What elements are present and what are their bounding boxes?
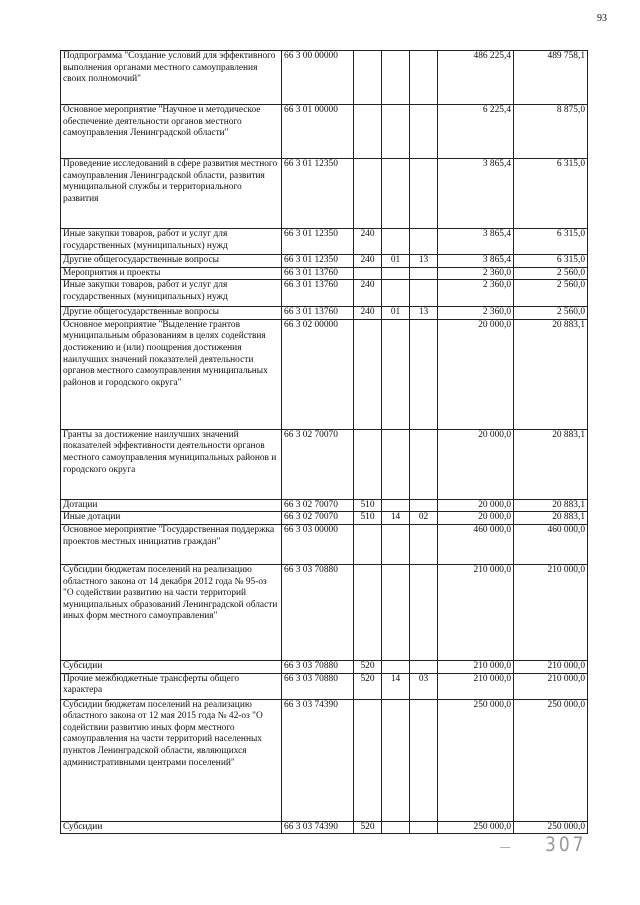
section: [382, 105, 410, 159]
item-name: Проведение исследований в сфере развития местного самоуправления Ленинградской области, развития муниципальной службы и территориального развития: [61, 159, 282, 229]
item-name: Другие общегосударственные вопросы: [61, 307, 282, 320]
target-code: 66 3 03 70880: [282, 564, 354, 660]
expense-type: [354, 564, 382, 660]
expense-type: [354, 267, 382, 280]
amount-year-1: 2 360,0: [438, 267, 514, 280]
section: [382, 51, 410, 105]
amount-year-1: 210 000,0: [438, 660, 514, 673]
item-name: Мероприятия и проекты: [61, 267, 282, 280]
amount-year-2: 2 560,0: [514, 280, 588, 307]
section: [382, 660, 410, 673]
item-name: Иные закупки товаров, работ и услуг для государственных (муниципальных) нужд: [61, 280, 282, 307]
subsection: 03: [410, 673, 438, 699]
subsection: [410, 51, 438, 105]
item-name: Иные дотации: [61, 512, 282, 525]
expense-type: [354, 159, 382, 229]
target-code: 66 3 01 00000: [282, 105, 354, 159]
table-row: [61, 307, 588, 320]
page-number: 93: [597, 13, 607, 24]
table-row: [61, 429, 588, 499]
subsection: [410, 105, 438, 159]
subsection: 02: [410, 512, 438, 525]
target-code: 66 3 02 00000: [282, 319, 354, 429]
table-row: [61, 319, 588, 429]
expense-type: [354, 105, 382, 159]
amount-year-2: 2 560,0: [514, 267, 588, 280]
subsection: [410, 429, 438, 499]
target-code: 66 3 01 12350: [282, 159, 354, 229]
amount-year-1: 3 865,4: [438, 255, 514, 268]
table-row: [61, 267, 588, 280]
budget-table: [60, 50, 588, 834]
amount-year-1: 20 000,0: [438, 319, 514, 429]
section: [382, 821, 410, 834]
expense-type: 520: [354, 673, 382, 699]
amount-year-1: 250 000,0: [438, 821, 514, 834]
section: 01: [382, 307, 410, 320]
target-code: 66 3 03 00000: [282, 524, 354, 564]
amount-year-2: 20 883,1: [514, 429, 588, 499]
table-row: [61, 105, 588, 159]
table-row: [61, 512, 588, 525]
table-row: [61, 660, 588, 673]
amount-year-2: 489 758,1: [514, 51, 588, 105]
expense-type: [354, 51, 382, 105]
amount-year-2: 20 883,1: [514, 512, 588, 525]
section: [382, 267, 410, 280]
item-name: Субсидии: [61, 660, 282, 673]
target-code: 66 3 02 70070: [282, 429, 354, 499]
item-name: Дотации: [61, 499, 282, 512]
amount-year-1: 460 000,0: [438, 524, 514, 564]
table-row: [61, 821, 588, 834]
item-name: Подпрограмма "Создание условий для эффективного выполнения органами местного самоуправления своих полномочий": [61, 51, 282, 105]
table-row: [61, 524, 588, 564]
section: 01: [382, 255, 410, 268]
expense-type: 520: [354, 821, 382, 834]
subsection: [410, 564, 438, 660]
item-name: Субсидии бюджетам поселений на реализацию областного закона от 14 декабря 2012 года № 95-оз "О содействии развитию на части территорий муниципальных образований Ленинградской области иных форм местного самоуправления": [61, 564, 282, 660]
amount-year-2: 6 315,0: [514, 255, 588, 268]
target-code: 66 3 01 12350: [282, 255, 354, 268]
page-stamp: 307: [545, 833, 587, 857]
amount-year-2: 210 000,0: [514, 673, 588, 699]
expense-type: 240: [354, 255, 382, 268]
amount-year-1: 486 225,4: [438, 51, 514, 105]
table-row: [61, 159, 588, 229]
amount-year-2: 250 000,0: [514, 821, 588, 834]
target-code: 66 3 03 70880: [282, 660, 354, 673]
section: [382, 524, 410, 564]
target-code: 66 3 01 12350: [282, 229, 354, 255]
item-name: Другие общегосударственные вопросы: [61, 255, 282, 268]
subsection: [410, 229, 438, 255]
amount-year-2: 2 560,0: [514, 307, 588, 320]
amount-year-1: 3 865,4: [438, 159, 514, 229]
table-row: [61, 499, 588, 512]
table-row: [61, 255, 588, 268]
target-code: 66 3 03 74390: [282, 821, 354, 834]
amount-year-2: 20 883,1: [514, 319, 588, 429]
expense-type: [354, 699, 382, 821]
target-code: 66 3 03 74390: [282, 699, 354, 821]
table-row: [61, 229, 588, 255]
table-row: [61, 699, 588, 821]
subsection: [410, 159, 438, 229]
section: [382, 499, 410, 512]
subsection: 13: [410, 307, 438, 320]
table-row: [61, 564, 588, 660]
amount-year-1: 2 360,0: [438, 307, 514, 320]
section: [382, 564, 410, 660]
amount-year-2: 210 000,0: [514, 660, 588, 673]
item-name: Основное мероприятие "Научное и методическое обеспечение деятельности органов местного самоуправления Ленинградской области": [61, 105, 282, 159]
expense-type: 240: [354, 229, 382, 255]
expense-type: 510: [354, 499, 382, 512]
amount-year-1: 20 000,0: [438, 499, 514, 512]
expense-type: 240: [354, 280, 382, 307]
section: [382, 229, 410, 255]
section: [382, 319, 410, 429]
table-row: [61, 51, 588, 105]
section: 14: [382, 673, 410, 699]
amount-year-2: 6 315,0: [514, 229, 588, 255]
target-code: 66 3 01 13760: [282, 280, 354, 307]
expense-type: [354, 524, 382, 564]
section: 14: [382, 512, 410, 525]
table-row: [61, 673, 588, 699]
amount-year-2: 460 000,0: [514, 524, 588, 564]
item-name: Основное мероприятие "Государственная поддержка проектов местных инициатив граждан": [61, 524, 282, 564]
subsection: [410, 267, 438, 280]
target-code: 66 3 03 70880: [282, 673, 354, 699]
amount-year-1: 6 225,4: [438, 105, 514, 159]
subsection: [410, 660, 438, 673]
expense-type: [354, 319, 382, 429]
amount-year-2: 250 000,0: [514, 699, 588, 821]
amount-year-1: 210 000,0: [438, 564, 514, 660]
dash-mark: —: [500, 842, 510, 853]
expense-type: [354, 429, 382, 499]
expense-type: 510: [354, 512, 382, 525]
subsection: 13: [410, 255, 438, 268]
amount-year-2: 8 875,0: [514, 105, 588, 159]
expense-type: 240: [354, 307, 382, 320]
amount-year-1: 3 865,4: [438, 229, 514, 255]
target-code: 66 3 01 13760: [282, 267, 354, 280]
section: [382, 699, 410, 821]
subsection: [410, 821, 438, 834]
amount-year-1: 20 000,0: [438, 512, 514, 525]
item-name: Субсидии бюджетам поселений на реализацию областного закона от 12 мая 2015 года № 42-оз "О содействии развитию иных форм местного самоуправления на части территорий населенных пунктов Ленинградской области, являющихся административными центрами поселений": [61, 699, 282, 821]
amount-year-1: 210 000,0: [438, 673, 514, 699]
amount-year-1: 2 360,0: [438, 280, 514, 307]
amount-year-1: 20 000,0: [438, 429, 514, 499]
table-row: [61, 280, 588, 307]
amount-year-2: 210 000,0: [514, 564, 588, 660]
subsection: [410, 280, 438, 307]
amount-year-1: 250 000,0: [438, 699, 514, 821]
subsection: [410, 499, 438, 512]
section: [382, 159, 410, 229]
item-name: Гранты за достижение наилучших значений показателей эффективности деятельности органов местного самоуправления муниципальных районов и городского округа: [61, 429, 282, 499]
item-name: Основное мероприятие "Выделение грантов муниципальным образованиям в целях содействия достижению и (или) поощрения достижения наилучших значений показателей деятельности органов местного самоуправления муниципальных районов и городского округа": [61, 319, 282, 429]
amount-year-2: 6 315,0: [514, 159, 588, 229]
target-code: 66 3 02 70070: [282, 512, 354, 525]
section: [382, 280, 410, 307]
subsection: [410, 524, 438, 564]
subsection: [410, 699, 438, 821]
section: [382, 429, 410, 499]
target-code: 66 3 02 70070: [282, 499, 354, 512]
item-name: Прочие межбюджетные трансферты общего характера: [61, 673, 282, 699]
target-code: 66 3 01 13760: [282, 307, 354, 320]
item-name: Иные закупки товаров, работ и услуг для государственных (муниципальных) нужд: [61, 229, 282, 255]
expense-type: 520: [354, 660, 382, 673]
subsection: [410, 319, 438, 429]
amount-year-2: 20 883,1: [514, 499, 588, 512]
target-code: 66 3 00 00000: [282, 51, 354, 105]
item-name: Субсидии: [61, 821, 282, 834]
